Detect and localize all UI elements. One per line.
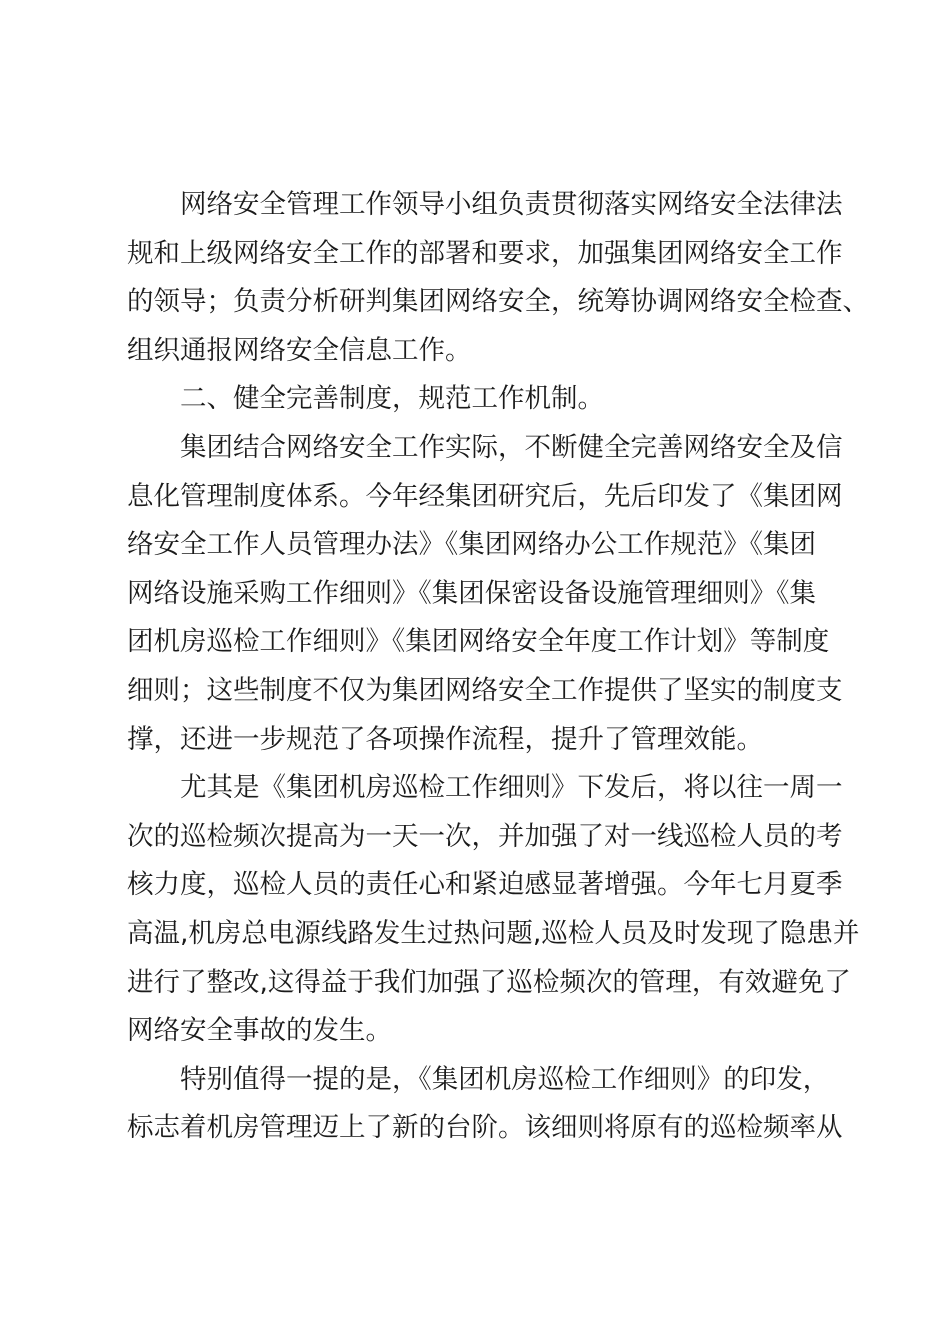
paragraph-milestone [127, 1056, 843, 1153]
paragraph-regulations [127, 424, 843, 764]
text-line: 核力度，巡检人员的责任心和紧迫感显著增强。今年七月夏季 [127, 869, 843, 901]
text-line: 网络设施采购工作细则》《集团保密设备设施管理细则》《集 [127, 577, 816, 609]
text-line: 络安全工作人员管理办法》《集团网络办公工作规范》《集团 [127, 529, 816, 561]
text-line: 集团结合网络安全工作实际，不断健全完善网络安全及信 [180, 431, 843, 463]
paragraph-inspection [127, 764, 860, 1056]
text-line: 尤其是《集团机房巡检工作细则》下发后，将以往一周一 [180, 772, 843, 804]
text-line: 进行了整改,这得益于我们加强了巡检频次的管理，有效避免了 [127, 966, 851, 998]
text-line: 网络安全事故的发生。 [127, 1015, 392, 1047]
text-line: 撑，还进一步规范了各项操作流程，提升了管理效能。 [127, 723, 763, 755]
text-line: 标志着机房管理迈上了新的台阶。该细则将原有的巡检频率从 [127, 1112, 843, 1144]
text-line: 规和上级网络安全工作的部署和要求，加强集团网络安全工作 [127, 237, 843, 269]
text-line: 的领导；负责分析研判集团网络安全，统筹协调网络安全检查、 [127, 286, 869, 318]
paragraph-leadership-group [127, 181, 869, 375]
text-line: 高温,机房总电源线路发生过热问题,巡检人员及时发现了隐患并 [127, 917, 860, 949]
section-heading-text: 二、健全完善制度，规范工作机制。 [180, 383, 604, 415]
text-line: 特别值得一提的是，《集团机房巡检工作细则》的印发， [180, 1063, 830, 1095]
text-line: 息化管理制度体系。今年经集团研究后，先后印发了《集团网 [127, 480, 843, 512]
text-line: 网络安全管理工作领导小组负责贯彻落实网络安全法律法 [180, 189, 843, 220]
text-line: 团机房巡检工作细则》《集团网络安全年度工作计划》等制度 [127, 626, 830, 658]
text-line: 细则；这些制度不仅为集团网络安全工作提供了坚实的制度支 [127, 674, 843, 706]
text-line: 组织通报网络安全信息工作。 [127, 334, 472, 366]
text-line: 次的巡检频次提高为一天一次，并加强了对一线巡检人员的考 [127, 820, 843, 852]
document-body [127, 181, 869, 1153]
section-heading-two [127, 375, 837, 424]
